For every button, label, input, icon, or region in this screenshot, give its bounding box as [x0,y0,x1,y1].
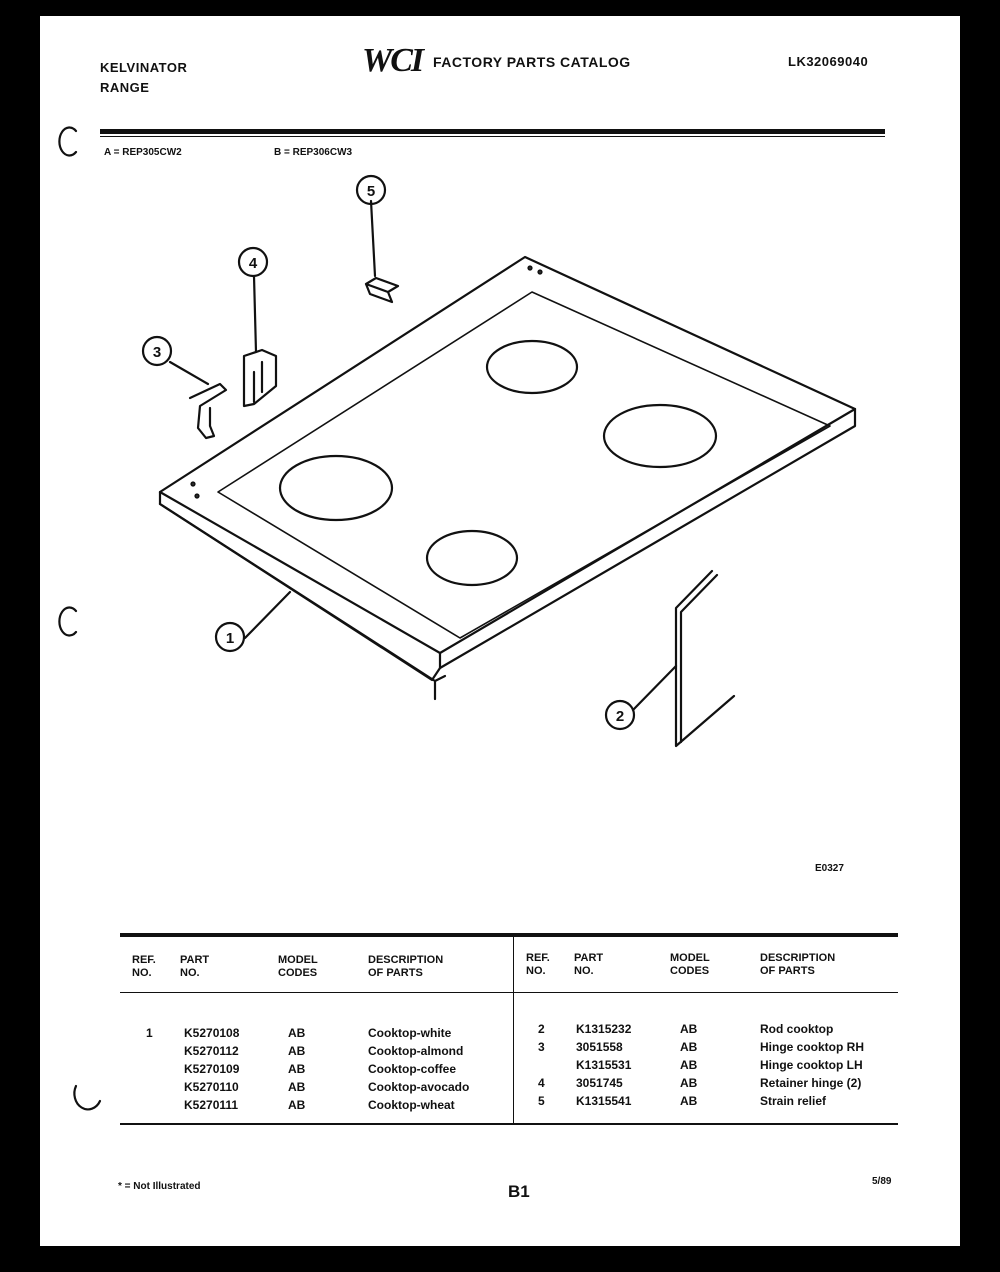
desc-cell: Cooktop-coffee [368,1062,456,1076]
part-cell: K1315531 [576,1058,632,1072]
callout-label-3: 3 [152,344,162,361]
desc-cell: Retainer hinge (2) [760,1076,862,1090]
model-cell: AB [680,1094,698,1108]
desc-cell: Hinge cooktop LH [760,1058,863,1072]
cooktop-inner-panel [218,292,830,638]
header-description: DESCRIPTION OF PARTS [760,952,836,977]
binder-hole-mark [59,608,76,636]
burner-opening-front-left [280,456,392,520]
desc-cell: Hinge cooktop RH [760,1040,864,1054]
desc-cell: Cooktop-almond [368,1044,464,1058]
ref-cell: 3 [538,1040,545,1054]
model-a: A = REP305CW2 [104,147,182,158]
header-part-no: PART NO. [574,952,604,977]
desc-cell: Cooktop-avocado [368,1080,470,1094]
leader-line-3 [170,362,208,384]
leader-line-4 [254,276,256,352]
part-cell: 3051745 [576,1076,623,1090]
cooktop-front-edge [160,492,435,699]
header-model-codes: MODEL CODES [278,954,318,979]
model-cell: AB [288,1080,306,1094]
callout-label-2: 2 [615,708,625,725]
leader-line-2 [633,666,676,710]
binder-hole-mark [74,398,91,426]
leader-line-1 [245,592,290,638]
model-cell: AB [288,1062,306,1076]
product-type: RANGE [100,80,150,95]
cooktop-top-surface [160,257,855,653]
table-divider [513,937,514,1123]
model-cell: AB [680,1076,698,1090]
model-b: B = REP306CW3 [274,147,353,158]
header-part-no: PART NO. [180,954,210,979]
model-cell: AB [680,1040,698,1054]
part-cell: K5270112 [184,1044,239,1058]
brand-name: KELVINATOR [100,60,188,75]
model-cell: AB [288,1044,306,1058]
catalog-number: LK32069040 [788,54,869,69]
desc-cell: Cooktop-white [368,1026,452,1040]
part-cell: K1315232 [576,1022,632,1036]
header-description: DESCRIPTION OF PARTS [368,954,444,979]
catalog-title: FACTORY PARTS CATALOG [433,54,631,70]
callout-label-4: 4 [248,255,258,272]
burner-opening-rear-right [604,405,716,467]
ref-cell: 2 [538,1022,545,1036]
desc-cell: Strain relief [760,1094,827,1108]
leader-line-5 [371,201,375,276]
page-number: B1 [508,1182,530,1201]
rod-part [676,571,734,746]
binder-hole-mark [74,1086,100,1109]
binder-hole-mark [59,128,76,156]
model-cell: AB [680,1022,698,1036]
ref-cell: 5 [538,1094,545,1108]
burner-opening-front-right [427,531,517,585]
header-ref-no: REF. NO. [526,952,550,977]
desc-cell: Cooktop-wheat [368,1098,455,1112]
catalog-page [40,16,960,1246]
part-cell: K5270111 [184,1098,239,1112]
part-cell: 3051558 [576,1040,623,1054]
model-cell: AB [288,1026,306,1040]
model-cell: AB [680,1058,698,1072]
not-illustrated-note: * = Not Illustrated [118,1181,201,1192]
table-top-rule [120,933,898,937]
strain-relief-part [366,278,398,302]
part-cell: K5270108 [184,1026,240,1040]
part-cell: K5270110 [184,1080,239,1094]
ref-cell: 4 [538,1076,545,1090]
table-bottom-rule [120,1123,898,1125]
callout-label-5: 5 [366,183,376,200]
wci-logo: WCI [362,42,423,79]
ref-cell: 1 [146,1026,153,1040]
part-cell: K5270109 [184,1062,240,1076]
burner-opening-rear-left [487,341,577,393]
table-header-rule [120,992,898,993]
retainer-hinge-part [244,350,276,406]
callout-label-1: 1 [225,630,235,647]
revision-date: 5/89 [872,1176,892,1187]
desc-cell: Rod cooktop [760,1022,834,1036]
header-model-codes: MODEL CODES [670,952,710,977]
figure-code: E0327 [815,863,844,874]
model-cell: AB [288,1098,306,1112]
header-ref-no: REF. NO. [132,954,156,979]
part-cell: K1315541 [576,1094,632,1108]
hinge-part [190,384,226,438]
